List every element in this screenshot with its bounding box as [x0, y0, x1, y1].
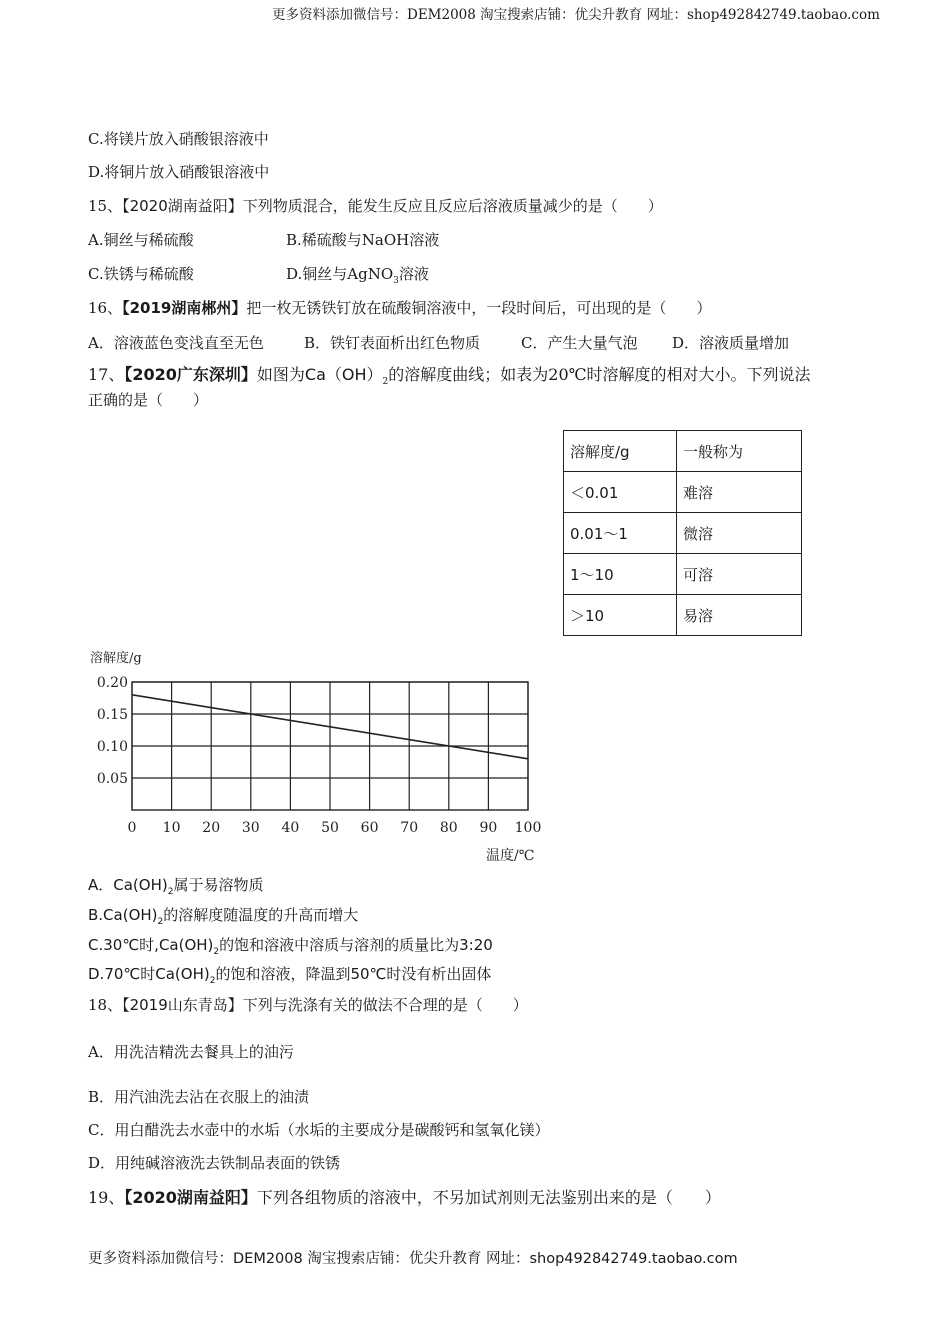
table-row: [564, 472, 802, 513]
table-row: [564, 554, 802, 595]
q18-stem: [88, 994, 528, 1015]
q17-number: 17、: [88, 365, 125, 384]
q17-option-c-text: C.30℃时,Ca(OH): [88, 936, 214, 954]
q16-option-d: D．溶液质量增加: [672, 334, 790, 352]
table-cell: 易溶: [677, 595, 802, 636]
x-tick-label: 90: [479, 820, 498, 836]
q16-text: 把一枚无锈铁钉放在硫酸铜溶液中，一段时间后，可出现的是（ ）: [246, 299, 712, 317]
y-tick-label: 0.20: [96, 675, 128, 691]
q15-stem: [88, 195, 663, 216]
q18-source: 【2019山东青岛】: [122, 996, 243, 1014]
y-axis-label: 溶解度/g: [90, 651, 142, 666]
q15-option-d: [286, 263, 429, 286]
q17-text-b: 的溶解度曲线；如表为20℃时溶解度的相对大小。下列说法: [388, 365, 811, 384]
q15-number: 15、: [88, 197, 123, 215]
q17-option-d-subscript: 2: [209, 976, 216, 986]
table-header-cell: 一般称为: [677, 431, 802, 472]
q17-option-d-text: D.70℃时Ca(OH): [88, 965, 210, 983]
table-cell: 0.01～1: [564, 513, 677, 554]
q17-option-a-text: A．Ca(OH): [88, 876, 168, 894]
q19-number: 19、: [88, 1188, 125, 1207]
q17-option-b-subscript: 2: [157, 917, 164, 927]
q19-text: 下列各组物质的溶液中，不另加试剂则无法鉴别出来的是（ ）: [256, 1188, 721, 1207]
table-row: [564, 595, 802, 636]
q15-option-d-text: D.铜丝与AgNO: [286, 265, 394, 283]
q15-option-a: A.铜丝与稀硫酸: [88, 231, 194, 249]
q15-option-d-suffix: 溶液: [398, 265, 429, 283]
table-cell: 难溶: [677, 472, 802, 513]
q17-option-a-subscript: 2: [167, 887, 174, 897]
x-tick-label: 20: [202, 820, 221, 836]
x-tick-label: 30: [241, 820, 260, 836]
page-footer: 更多资料添加微信号：DEM2008 淘宝搜索店铺：优尖升教育 网址：shop492842749.taobao.com: [88, 1251, 738, 1267]
x-tick-label: 0: [127, 820, 137, 836]
q16-option-c: C．产生大量气泡: [521, 334, 638, 352]
q17-text-a: 如图为Ca（OH）: [256, 365, 383, 384]
x-tick-label: 60: [360, 820, 379, 836]
x-axis-label: 温度/℃: [486, 848, 535, 864]
table-cell: 1～10: [564, 554, 677, 595]
q17-stem-line2: 正确的是（ ）: [88, 391, 209, 409]
table-cell: 可溶: [677, 554, 802, 595]
x-tick-label: 50: [321, 820, 339, 836]
q19-source: 【2020湖南益阳】: [124, 1188, 257, 1207]
q17-option-b-suffix: 的溶解度随温度的升高而增大: [163, 906, 359, 924]
q15-text: 下列物质混合，能发生反应且反应后溶液质量减少的是（ ）: [242, 197, 663, 215]
y-tick-label: 0.05: [96, 771, 128, 787]
q17-option-b: [88, 904, 358, 927]
q18-option-c: C．用白醋洗去水壶中的水垢（水垢的主要成分是碳酸钙和氢氧化镁）: [88, 1121, 550, 1139]
q16-option-b: B．铁钉表面析出红色物质: [304, 334, 481, 352]
q17-option-d-suffix: 的饱和溶液，降温到50℃时没有析出固体: [215, 965, 492, 983]
q18-option-a: A．用洗洁精洗去餐具上的油污: [88, 1043, 294, 1061]
q17-option-c: [88, 934, 493, 957]
q15-source: 【2020湖南益阳】: [122, 197, 243, 215]
table-cell: 微溶: [677, 513, 802, 554]
table-row: [564, 513, 802, 554]
page-header: 更多资料添加微信号：DEM2008 淘宝搜索店铺：优尖升教育 网址：shop492842749.taobao.com: [272, 7, 880, 23]
solubility-chart: [80, 645, 560, 870]
q19-stem: [88, 1185, 721, 1208]
q17-subscript: 2: [382, 377, 389, 388]
table-cell: ＜0.01: [564, 472, 677, 513]
x-tick-label: 100: [514, 820, 542, 836]
q14-option-d: D.将铜片放入硝酸银溶液中: [88, 163, 270, 181]
x-tick-label: 80: [439, 820, 458, 836]
q17-option-c-suffix: 的饱和溶液中溶质与溶剂的质量比为3:20: [219, 936, 493, 954]
table-cell: ＞10: [564, 595, 677, 636]
q17-stem-line1: [88, 362, 811, 387]
q17-option-a-suffix: 属于易溶物质: [173, 876, 264, 894]
q17-option-a: [88, 874, 263, 897]
q16-option-a: A．溶液蓝色变浅直至无色: [88, 334, 264, 352]
y-tick-label: 0.15: [96, 707, 128, 723]
x-tick-label: 70: [400, 820, 419, 836]
q16-number: 16、: [88, 299, 123, 317]
q18-text: 下列与洗涤有关的做法不合理的是（ ）: [242, 996, 528, 1014]
q18-number: 18、: [88, 996, 123, 1014]
q17-option-c-subscript: 2: [213, 947, 220, 957]
q15-option-c: C.铁锈与稀硫酸: [88, 265, 194, 283]
q16-stem: [88, 297, 711, 318]
table-header-row: [564, 431, 802, 472]
q18-option-d: D．用纯碱溶液洗去铁制品表面的铁锈: [88, 1154, 341, 1172]
solubility-table: [563, 430, 802, 636]
q17-source: 【2020广东深圳】: [124, 365, 257, 384]
q18-option-b: B．用汽油洗去沾在衣服上的油渍: [88, 1088, 310, 1106]
table-header-cell: 溶解度/g: [564, 431, 677, 472]
q15-option-b: B.稀硫酸与NaOH溶液: [286, 231, 440, 249]
x-tick-label: 10: [162, 820, 181, 836]
q17-option-d: [88, 963, 491, 986]
y-tick-label: 0.10: [96, 739, 128, 755]
q15-option-d-subscript: 3: [393, 276, 399, 286]
x-tick-label: 40: [281, 820, 300, 836]
q16-source: 【2019湖南郴州】: [122, 299, 247, 317]
q17-option-b-text: B.Ca(OH): [88, 906, 158, 924]
q14-option-c: C.将镁片放入硝酸银溶液中: [88, 130, 269, 148]
